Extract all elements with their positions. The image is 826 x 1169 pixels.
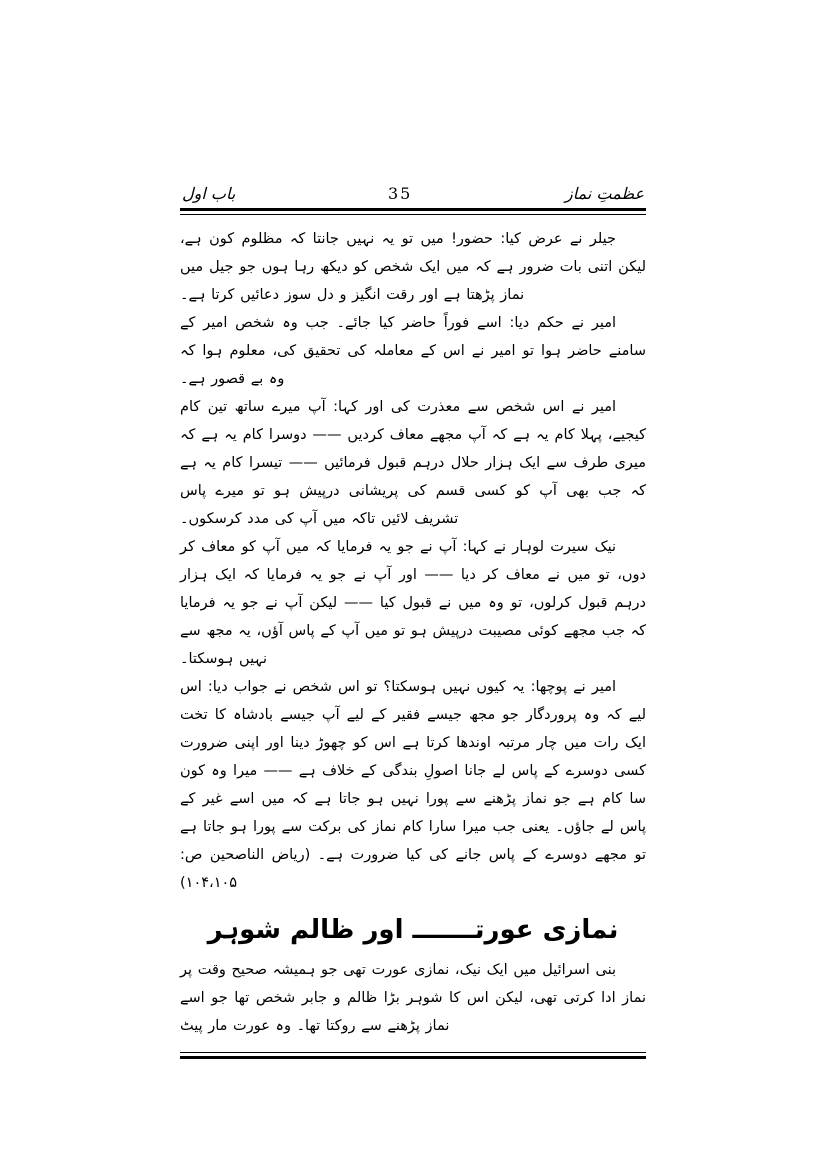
page-content-column: [180, 184, 646, 1059]
footer-divider-rule: [180, 1052, 646, 1059]
page-header: [180, 184, 646, 208]
book-title: عظمتِ نماز: [564, 184, 644, 203]
page-number: 35: [387, 184, 413, 203]
section-heading: نمازی عورتـــــــ اور ظالم شوہر: [207, 915, 619, 945]
story-paragraph: جیلر نے عرض کیا: حضور! میں تو یہ نہیں جانتا کہ مظلوم کون ہے، لیکن اتنی بات ضرور ہے کہ میں ایک شخص کو دیکھ رہا ہوں جو جیل میں نماز پڑھتا ہے اور رقت انگیز و دل سوز دعائیں کرتا ہے۔: [180, 231, 646, 303]
story-paragraph: امیر نے اس شخص سے معذرت کی اور کہا: آپ میرے ساتھ تین کام کیجیے، پہلا کام یہ ہے کہ آپ مجھے معاف کردیں —— دوسرا کام یہ ہے کہ میری طرف سے ایک ہزار حلال درہم قبول فرمائیں —— تیسرا کام یہ ہے کہ جب بھی آپ کو کسی قسم کی پریشانی درپیش ہو تو میرے پاس تشریف لائیں تاکہ میں آپ کی مدد کرسکوں۔: [180, 399, 646, 527]
story-paragraph: امیر نے پوچھا: یہ کیوں نہیں ہوسکتا؟ تو اس شخص نے جواب دیا: اس لیے کہ وہ پروردگار جو مجھ جیسے فقیر کے لیے آپ جیسے بادشاہ کا تخت ایک رات میں چار مرتبہ اوندھا کرتا ہے اس کو چھوڑ دینا اور اپنی ضرورت کسی دوسرے کے پاس لے جانا اصولِ بندگی کے خلاف ہے —— میرا وہ کون سا کام ہے جو نماز پڑھنے سے پورا نہیں ہو جاتا ہے کہ میں اسے غیر کے پاس لے جاؤں۔ یعنی جب میرا سارا کام نماز کی برکت سے پورا ہو جاتا ہے تو مجھے دوسرے کے پاس جانے کی کیا ضرورت ہے۔ (ریاض الناصحین ص: ۱۰۴،۱۰۵): [180, 679, 646, 891]
story-paragraph: نیک سیرت لوہار نے کہا: آپ نے جو یہ فرمایا کہ میں آپ کو معاف کر دوں، تو میں نے معاف کر دیا —— اور آپ نے جو یہ فرمایا کہ ایک ہزار درہم قبول کرلوں، تو وہ میں نے قبول کیا —— لیکن آپ نے جو یہ فرمایا کہ جب مجھے کوئی مصیبت درپیش ہو تو میں آپ کے پاس آؤں، یہ مجھ سے نہیں ہوسکتا۔: [180, 539, 646, 667]
section-paragraph: بنی اسرائیل میں ایک نیک، نمازی عورت تھی جو ہمیشہ صحیح وقت پر نماز ادا کرتی تھی، لیکن اس کا شوہر بڑا ظالم و جابر شخص تھا جو اسے نماز پڑھنے سے روکتا تھا۔ وہ عورت مار پیٹ: [180, 962, 646, 1035]
chapter-title: باب اول: [182, 184, 236, 203]
story-paragraph: امیر نے حکم دیا: اسے فوراً حاضر کیا جائے۔ جب وہ شخص امیر کے سامنے حاضر ہوا تو امیر نے اس کے معاملہ کی تحقیق کی، معلوم ہوا کہ وہ بے قصور ہے۔: [180, 315, 646, 387]
body-text-block: [180, 215, 646, 1040]
header-divider-rule: [180, 208, 646, 215]
